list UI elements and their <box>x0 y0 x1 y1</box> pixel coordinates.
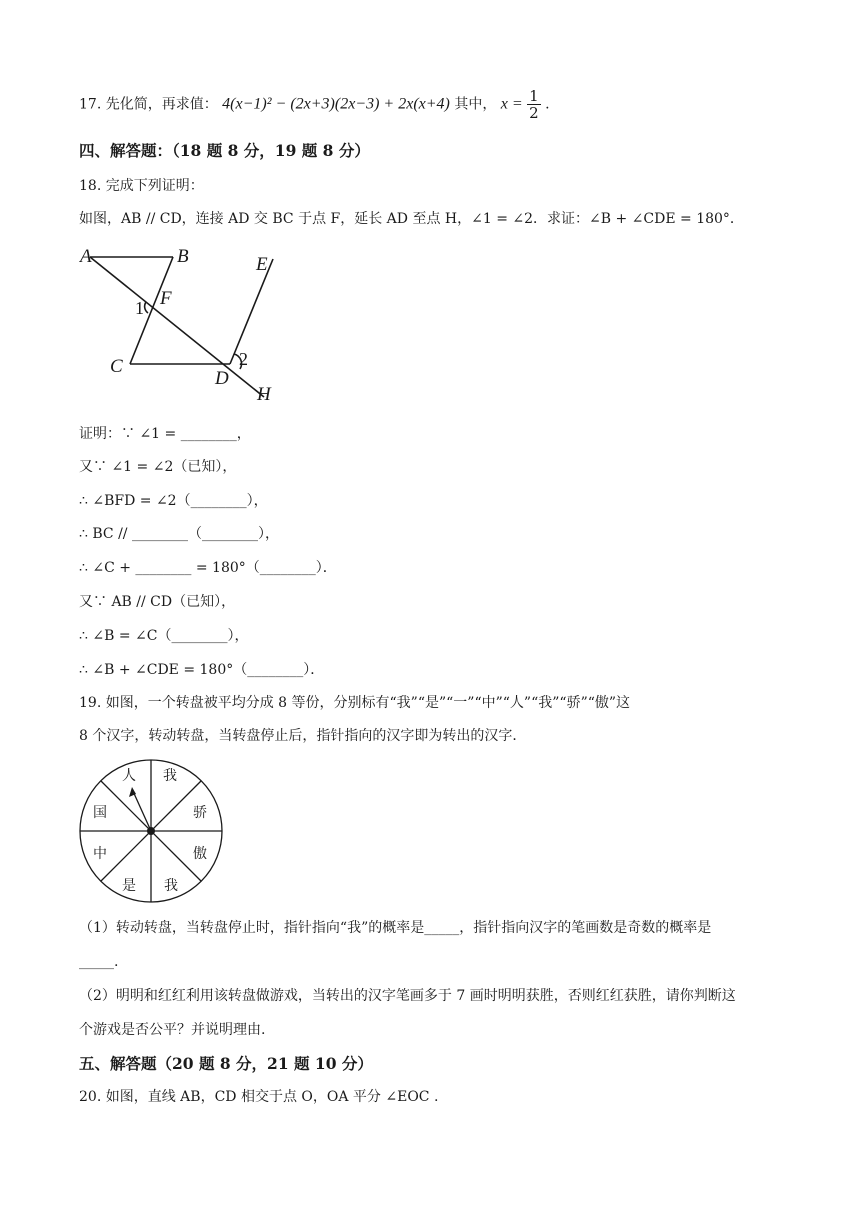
section-5-title: 五、解答题（20 题 8 分，21 题 10 分） <box>79 1054 373 1073</box>
label-b: B <box>177 246 189 267</box>
q19-line-1: 19. 如图，一个转盘被平均分成 8 等份，分别标有“我”“是”“一”“中”“人”“我”“骄”“傲”这 <box>79 695 631 711</box>
q18-figure <box>74 240 304 410</box>
sector-label-8: 国 <box>93 805 107 821</box>
proof-line-8: ∴ ∠B + ∠CDE = 180°（________）． <box>79 662 325 678</box>
q17-x-eq: x = <box>500 95 523 113</box>
pointer-shaft <box>132 789 151 831</box>
q17-frac-den: 2 <box>529 104 539 122</box>
q18-intro: 18. 完成下列证明： <box>79 178 204 194</box>
q19-part1-line-1: （1）转动转盘，当转盘停止时，指针指向“我”的概率是_____，指针指向汉字的笔画数是奇数的概率是 <box>79 920 712 936</box>
q18-statement: 如图，AB // CD，连接 AD 交 BC 于点 F，延长 AD 至点 H，∠1 = ∠2．求证：∠B + ∠CDE = 180°． <box>79 211 744 227</box>
proof-line-1: 证明：∵ ∠1 = ________， <box>79 426 251 442</box>
q17-where: 其中， <box>454 96 497 113</box>
proof-line-5: ∴ ∠C + ________ = 180°（________）． <box>79 560 337 576</box>
proof-line-2: 又∵ ∠1 = ∠2（已知）， <box>79 459 237 475</box>
q19-line-2: 8 个汉字，转动转盘，当转盘停止后，指针指向的汉字即为转出的汉字． <box>79 728 527 744</box>
sector-label-6: 是 <box>122 878 136 894</box>
label-a: A <box>80 246 92 267</box>
label-f: F <box>160 288 172 309</box>
q17-fraction <box>527 88 541 121</box>
sector-label-3: 骄 <box>193 805 207 821</box>
label-e: E <box>256 254 268 275</box>
spinner-figure <box>79 759 225 905</box>
sector-label-2: 我 <box>163 768 177 784</box>
pointer-pivot <box>147 827 155 835</box>
proof-line-3: ∴ ∠BFD = ∠2（________）， <box>79 493 268 509</box>
section-4-title: 四、解答题：（18 题 8 分，19 题 8 分） <box>79 141 370 160</box>
q17-expression: 4(x−1)² − (2x+3)(2x−3) + 2x(x+4) <box>222 95 450 113</box>
q17-end: . <box>545 96 550 113</box>
label-d: D <box>215 368 229 389</box>
proof-line-4: ∴ BC // ________（________）， <box>79 526 279 542</box>
question-17 <box>79 88 789 121</box>
q19-part1-line-2: _____. <box>79 954 119 970</box>
sector-label-4: 傲 <box>193 846 207 862</box>
label-c: C <box>110 356 123 377</box>
sector-label-5: 我 <box>164 878 178 894</box>
q19-part2-line-2: 个游戏是否公平？并说明理由. <box>79 1022 266 1038</box>
q17-prefix: 17. 先化简，再求值： <box>79 96 218 113</box>
q19-part2-line-1: （2）明明和红红利用该转盘做游戏，当转出的汉字笔画多于 7 画时明明获胜，否则红红获胜，请你判断这 <box>79 988 736 1004</box>
label-h: H <box>257 384 271 405</box>
label-1: 1 <box>135 298 144 318</box>
label-2: 2 <box>239 349 248 369</box>
proof-line-7: ∴ ∠B = ∠C（________）， <box>79 628 249 644</box>
q17-frac-num: 1 <box>529 87 539 105</box>
sector-label-7: 中 <box>93 846 107 862</box>
proof-line-6: 又∵ AB // CD（已知）， <box>79 594 236 610</box>
sector-label-1: 人 <box>122 768 136 784</box>
q20-text: 20. 如图，直线 AB，CD 相交于点 O，OA 平分 ∠EOC . <box>79 1089 439 1105</box>
